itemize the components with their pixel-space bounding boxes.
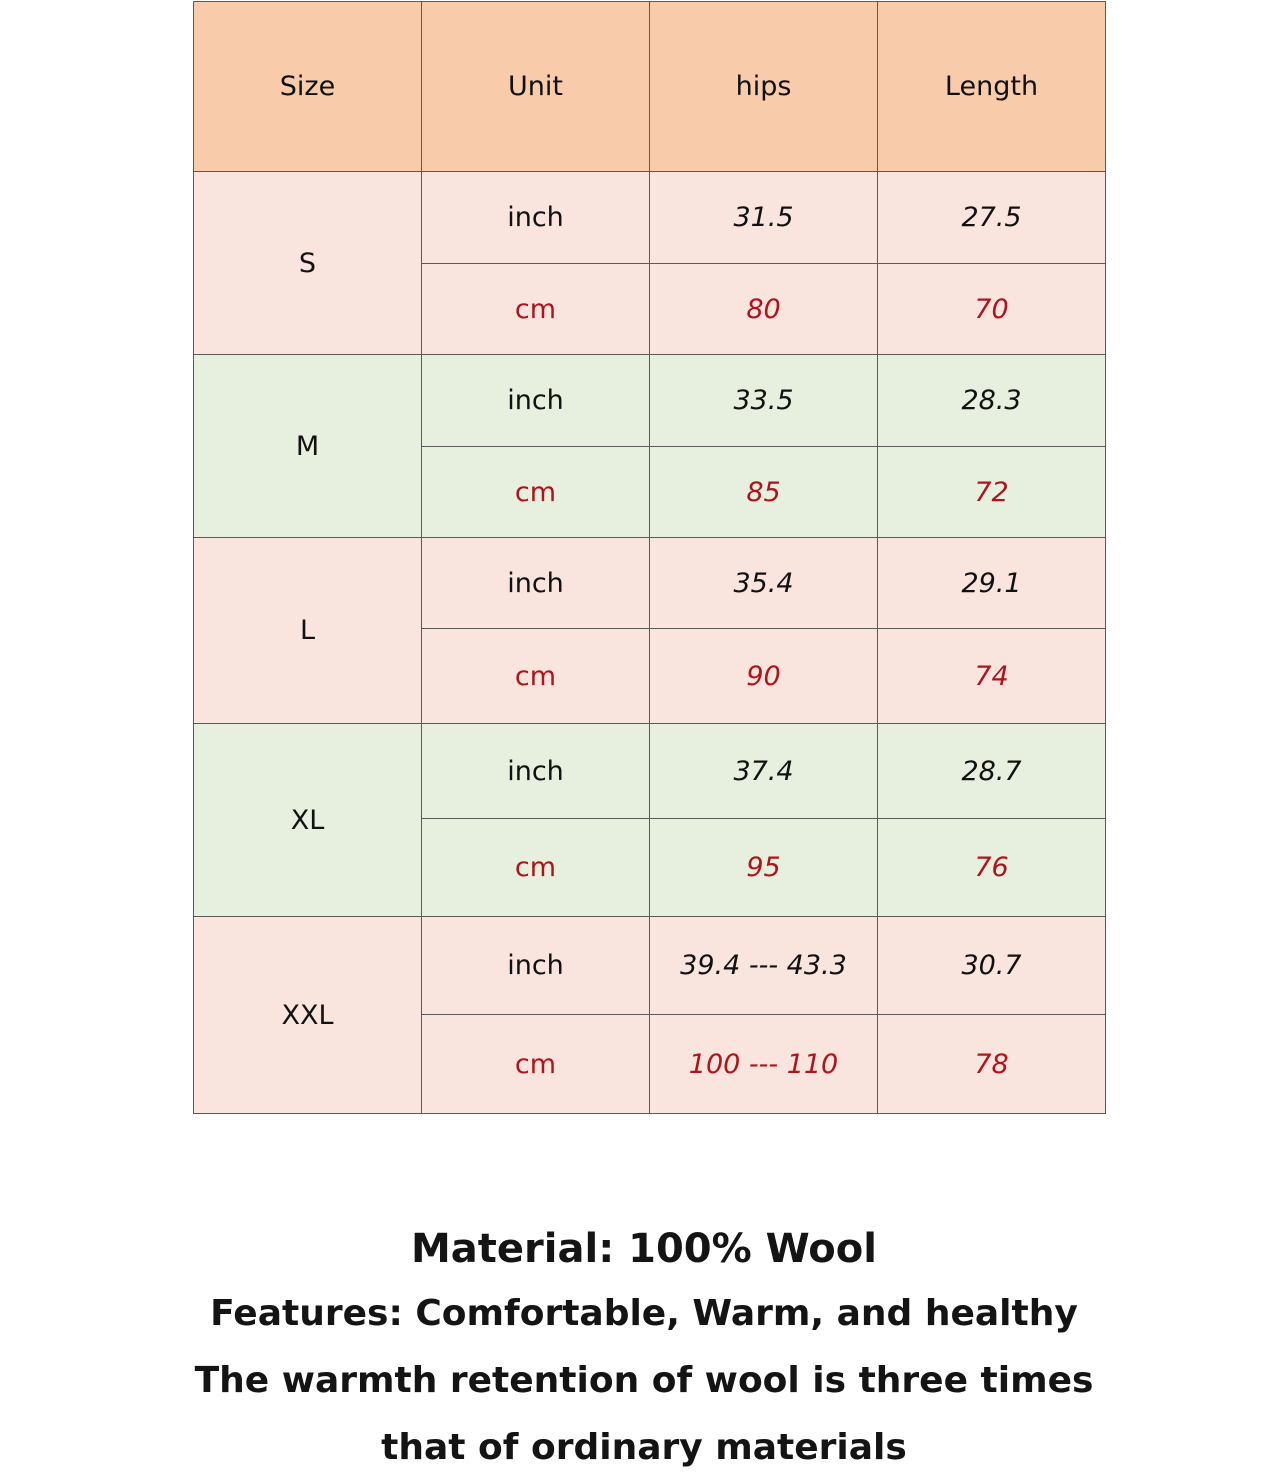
header-size: Size xyxy=(194,2,422,172)
unit-cell: inch xyxy=(422,172,650,264)
table-row xyxy=(194,172,1106,264)
length-cell: 72 xyxy=(878,447,1106,538)
unit-cell: inch xyxy=(422,355,650,447)
hips-cell: 90 xyxy=(650,629,878,724)
table-row xyxy=(194,538,1106,629)
length-cell: 74 xyxy=(878,629,1106,724)
unit-cell: inch xyxy=(422,538,650,629)
table-row xyxy=(194,724,1106,819)
length-cell: 27.5 xyxy=(878,172,1106,264)
warmth-note-line2: that of ordinary materials xyxy=(381,1427,907,1468)
product-info xyxy=(0,1218,1288,1481)
hips-cell: 33.5 xyxy=(650,355,878,447)
hips-cell: 39.4 --- 43.3 xyxy=(650,917,878,1015)
header-unit: Unit xyxy=(422,2,650,172)
unit-cell: cm xyxy=(422,264,650,355)
unit-cell: inch xyxy=(422,917,650,1015)
length-cell: 29.1 xyxy=(878,538,1106,629)
unit-cell: cm xyxy=(422,447,650,538)
warmth-note-line1: The warmth retention of wool is three times xyxy=(194,1360,1094,1401)
hips-cell: 80 xyxy=(650,264,878,355)
length-cell: 70 xyxy=(878,264,1106,355)
features-text: Features: Comfortable, Warm, and healthy xyxy=(210,1293,1078,1334)
hips-cell: 35.4 xyxy=(650,538,878,629)
length-cell: 76 xyxy=(878,819,1106,917)
size-chart-table xyxy=(193,1,1106,1114)
length-cell: 28.7 xyxy=(878,724,1106,819)
table-header-row xyxy=(194,2,1106,172)
size-cell-l: L xyxy=(194,538,422,724)
length-cell: 28.3 xyxy=(878,355,1106,447)
hips-cell: 85 xyxy=(650,447,878,538)
size-cell-s: S xyxy=(194,172,422,355)
size-cell-m: M xyxy=(194,355,422,538)
unit-cell: inch xyxy=(422,724,650,819)
hips-cell: 31.5 xyxy=(650,172,878,264)
unit-cell: cm xyxy=(422,629,650,724)
hips-cell: 37.4 xyxy=(650,724,878,819)
material-text: Material: 100% Wool xyxy=(411,1226,877,1272)
length-cell: 30.7 xyxy=(878,917,1106,1015)
header-length: Length xyxy=(878,2,1106,172)
hips-cell: 95 xyxy=(650,819,878,917)
table-row xyxy=(194,355,1106,447)
length-cell: 78 xyxy=(878,1015,1106,1114)
unit-cell: cm xyxy=(422,1015,650,1114)
header-hips: hips xyxy=(650,2,878,172)
hips-cell: 100 --- 110 xyxy=(650,1015,878,1114)
size-cell-xl: XL xyxy=(194,724,422,917)
size-cell-xxl: XXL xyxy=(194,917,422,1114)
table-row xyxy=(194,917,1106,1015)
unit-cell: cm xyxy=(422,819,650,917)
